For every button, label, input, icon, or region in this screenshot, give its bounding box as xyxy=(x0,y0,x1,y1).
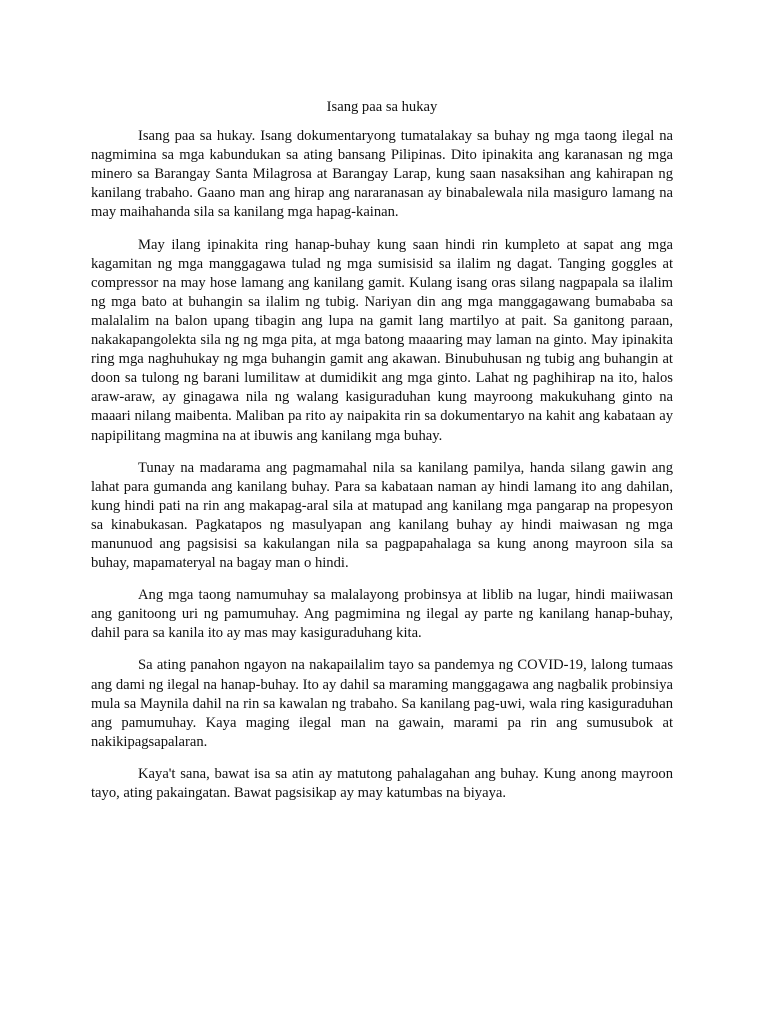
document-page xyxy=(91,98,673,816)
paragraph-3: Tunay na madarama ang pagmamahal nila sa kanilang pamilya, handa silang gawin ang lahat para gumanda ang kanilang buhay. Para sa kabataan naman ay hindi lamang ito ang dahilan, kung hindi pati na rin ang makapag-aral sila at matupad ang kanilang mga pangarap na propesyon sa kinabukasan. Pagkatapos ng masulyapan ang kanilang buhay ay hindi maiwasan ng mga manunuod ang pagsisisi sa kakulangan nila sa pagpapahalaga sa kung anong mayroon sila sa buhay, mapamateryal na bagay man o hindi. xyxy=(91,459,673,572)
paragraph-1: Isang paa sa hukay. Isang dokumentaryong tumatalakay sa buhay ng mga taong ilegal na nagmimina sa mga kabundukan sa ating bansang Pilipinas. Dito ipinakita ang karanasan ng mga minero sa Barangay Santa Milagrosa at Barangay Larap, kung saan nasaksihan ang kahirapan ng kanilang trabaho. Gaano man ang hirap ang nararanasan ay binabalewala nila masiguro lamang na may maihahanda sila sa kanilang mga hapag-kainan. xyxy=(91,128,673,221)
document-title: Isang paa sa hukay xyxy=(326,99,438,115)
paragraph-6: Kaya't sana, bawat isa sa atin ay matutong pahalagahan ang buhay. Kung anong mayroon tayo, ating pakaingatan. Bawat pagsisikap ay may katumbas na biyaya. xyxy=(91,765,673,801)
paragraph-4: Ang mga taong namumuhay sa malalayong probinsya at liblib na lugar, hindi maiiwasan ang ganitoong uri ng pamumuhay. Ang pagmimina ng ilegal ay parte ng kanilang hanap-buhay, dahil para sa kanila ito ay mas may kasiguraduhang kita. xyxy=(91,587,673,642)
paragraph-5: Sa ating panahon ngayon na nakapailalim tayo sa pandemya ng COVID-19, lalong tumaas ang dami ng ilegal na hanap-buhay. Ito ay dahil sa maraming manggagawa ang nagbalik probinsiya mula sa Maynila dahil na rin sa kawalan ng trabaho. Sa kanilang pag-uwi, wala ring kasiguraduhan ang pamumuhay. Kaya maging ilegal man na gawain, marami pa rin ang sumusubok at nakikipagsapalaran. xyxy=(91,657,673,750)
paragraph-2: May ilang ipinakita ring hanap-buhay kung saan hindi rin kumpleto at sapat ang mga kagamitan ng mga manggagawa tulad ng mga sumisisid sa ilalim ng dagat. Tanging goggles at compressor na may hose lamang ang kanilang gamit. Kulang isang oras silang nagpapala sa ilalim ng mga bato at buhangin sa ilalim ng tubig. Nariyan din ang mga manggagawang bumababa sa malalalim na balon upang tibagin ang lupa na gamit lang martilyo at pait. Sa ganitong paraan, nakakapangolekta sila ng ng mga pita, at mga batong maaaring may laman na ginto. May ipinakita ring mga naghuhukay ng mga buhangin gamit ang akawan. Binubuhusan ng tubig ang buhangin at doon sa tulong ng barani lumilitaw at dumidikit ang mga ginto. Lahat ng paghihirap na ito, halos araw-araw, ay ginagawa nila ng walang kasiguraduhan kung mayroong makukuhang ginto na maaari nilang maibenta. Maliban pa rito ay naipakita rin sa dokumentaryo na kahit ang kabataan ay napipilitang magmina na at ibuwis ang kanilang mga buhay. xyxy=(91,236,673,444)
